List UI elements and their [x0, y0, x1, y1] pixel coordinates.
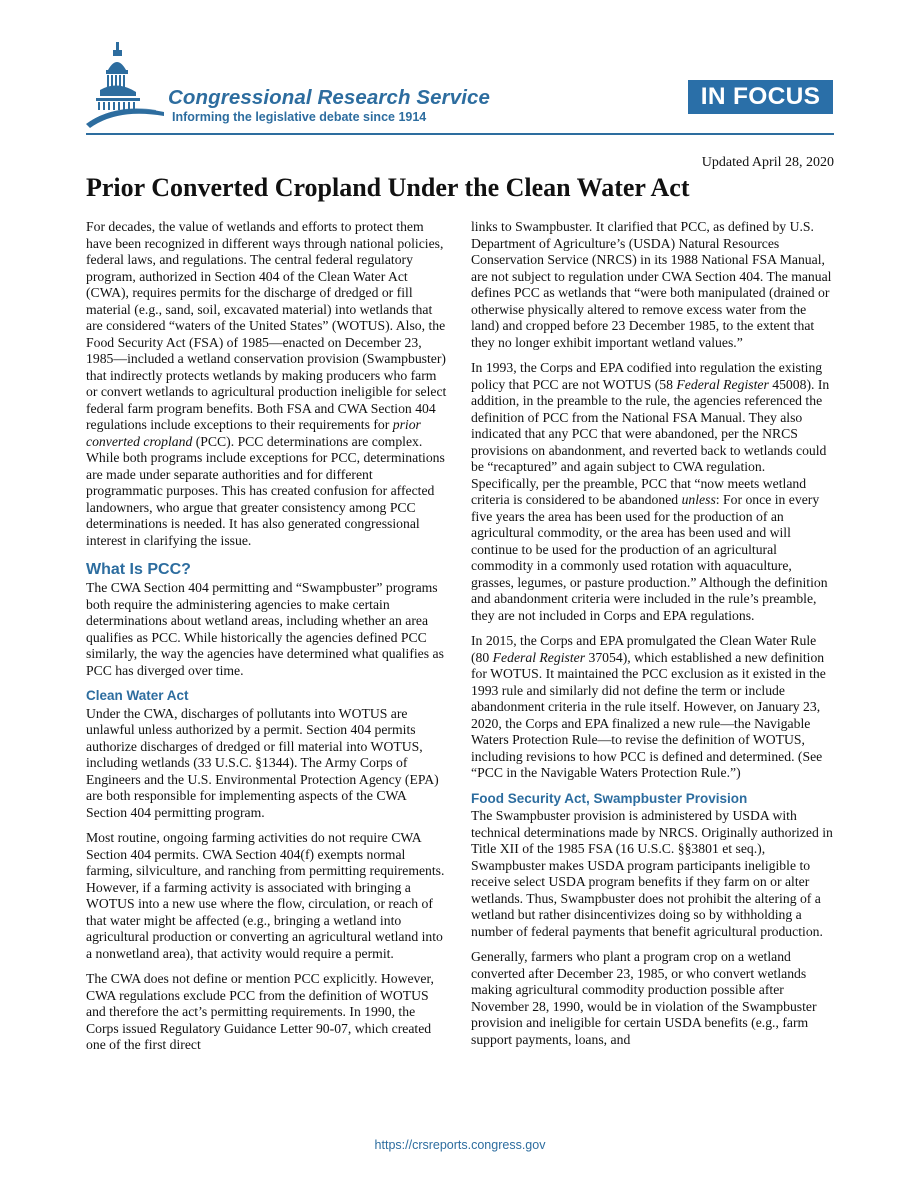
in-focus-badge: IN FOCUS	[688, 80, 833, 114]
paragraph: In 1993, the Corps and EPA codified into regulation the existing policy that PCC are not WOTUS (58 Federal Register 45008). In addition, in the preamble to the rule, the agencies referenced the definition of PCC from the National FSA Manual. They also indicated that any PCC that were abandoned, per the NRCS provisions on abandonment, and reverted back to wetlands could be “recaptured” and again subject to CWA regulation. Specifically, per the preamble, PCC that “now meets wetland criteria is considered to be abandoned unless: For once in every five years the area has been used for the production of an agricultural commodity, or the area has been used and will continue to be used for the production of an agricultural commodity in a commonly used rotation with aquaculture, grasses, legumes, or pasture production.” Although the definition and abandonment criteria were included in the rule’s preamble, they are not included in Corps and EPA regulations.	[471, 360, 830, 623]
subsection-heading-clean-water-act: Clean Water Act	[86, 688, 189, 703]
paragraph: The Swampbuster provision is administered by USDA with technical determinations made by NRCS. Originally authorized in Title XII of the 1985 FSA (16 U.S.C. §§3801 et seq.), Swampbuster makes USDA program participants ineligible to receive select USDA program benefits if they farm on or alter wetlands. Thus, Swampbuster does not prohibit the altering of a wetland but rather disincentivizes doing so by withholding a number of federal payments that benefit agricultural production.	[471, 808, 833, 939]
section-heading-what-is-pcc: What Is PCC?	[86, 561, 191, 578]
paragraph: For decades, the value of wetlands and efforts to protect them have been recognized in different ways through national policies, federal laws, and regulations. The central federal regulatory program, authorized in Section 404 of the Clean Water Act (CWA), requires permits for the discharge of dredged or fill material (e.g., sand, soil, excavated material) into wetlands that are considered “waters of the United States” (WOTUS). Also, the Food Security Act (FSA) of 1985—enacted on December 23, 1985—included a wetland conservation provision (Swampbuster) that indirectly protects wetlands by making producers who farm or convert wetlands to agricultural production ineligible for select federal farm program benefits. Both FSA and CWA Section 404 regulations include exceptions to their requirements for prior converted cropland (PCC). PCC determinations are complex. While both programs include exceptions for PCC, determinations are made under separate authorities and for different programmatic purposes. This has created confusion for affected landowners, who argue that greater consistency among PCC determinations is needed. It has also generated congressional interest in clarifying the issue.	[86, 219, 447, 548]
paragraph: Most routine, ongoing farming activities do not require CWA Section 404 permits. CWA Section 404(f) exempts normal farming, silviculture, and ranching from permitting requirements. However, if a farming activity is associated with bringing a WOTUS into a new use where the flow, circulation, or reach of that water might be affected (e.g., bringing a wetland into agricultural production or converting an agricultural wetland into a nonwetland area), that activity would require a permit.	[86, 830, 445, 961]
paragraph: The CWA Section 404 permitting and “Swampbuster” programs both require the administering agencies to make certain determinations about wetland areas, including whether an area qualifies as PCC. While historically the agencies defined PCC similarly, the way the agencies have determined what qualifies as PCC has diverged over time.	[86, 580, 444, 678]
paragraph: Under the CWA, discharges of pollutants into WOTUS are unlawful unless authorized by a permit. Section 404 permits authorize discharges of dredged or fill material into WOTUS, including wetlands (33 U.S.C. §1344). The Army Corps of Engineers and the U.S. Environmental Protection Agency (EPA) are both responsible for implementing aspects of the CWA Section 404 permitting program.	[86, 705, 439, 820]
emphasis-term: Federal Register	[492, 649, 586, 665]
emphasis-term: Federal Register	[676, 376, 769, 392]
header-divider	[86, 133, 834, 135]
left-column	[86, 219, 448, 1063]
page-title: Prior Converted Cropland Under the Clean Water Act	[86, 173, 690, 202]
updated-date: Updated April 28, 2020	[701, 155, 834, 170]
report-header	[0, 0, 920, 140]
right-column	[471, 219, 833, 1057]
paragraph: Generally, farmers who plant a program crop on a wetland converted after December 23, 1985, or who convert wetlands making agricultural commodity production possible after November 28, 1990, would be in violation of the Swampbuster provision and ineligible for certain USDA benefits (e.g., farm support payments, loans, and	[471, 949, 817, 1047]
org-tagline: Informing the legislative debate since 1914	[172, 110, 427, 124]
paragraph: links to Swampbuster. It clarified that PCC, as defined by U.S. Department of Agriculture’s (USDA) Natural Resources Conservation Service (NRCS) in its 1988 National FSA Manual, are not subject to regulation under CWA Section 404. The manual defines PCC as wetlands that “were both manipulated (drained or otherwise physically altered to remove excess water from the land) and cropped before 23 December 1985, to the extent that they no longer exhibit important wetland values.”	[471, 219, 832, 350]
paragraph: In 2015, the Corps and EPA promulgated the Clean Water Rule (80 Federal Register 37054), which established a new definition for WOTUS. It maintained the PCC exclusion as it existed in the 1993 rule and similarly did not define the term or include abandonment criteria in the rule itself. However, on January 23, 2020, the Corps and EPA finalized a new rule—the Navigable Waters Protection Rule—to revise the definition of WOTUS, including revisions to how PCC is defined and determined. (See “PCC in the Navigable Waters Protection Rule.”)	[471, 633, 826, 780]
subsection-heading-food-security-act: Food Security Act, Swampbuster Provision	[471, 790, 748, 806]
footer-url[interactable]: https://crsreports.congress.gov	[374, 1138, 546, 1152]
capitol-dome-icon	[86, 40, 166, 130]
emphasis-term: unless	[681, 492, 716, 507]
paragraph: The CWA does not define or mention PCC explicitly. However, CWA regulations exclude PCC from the definition of WOTUS and therefore the act’s permitting requirements. In 1990, the Corps issued Regulatory Guidance Letter 90-07, which created one of the first direct	[86, 971, 434, 1052]
org-name: Congressional Research Service	[168, 86, 491, 109]
emphasis-term: prior converted cropland	[86, 417, 421, 449]
